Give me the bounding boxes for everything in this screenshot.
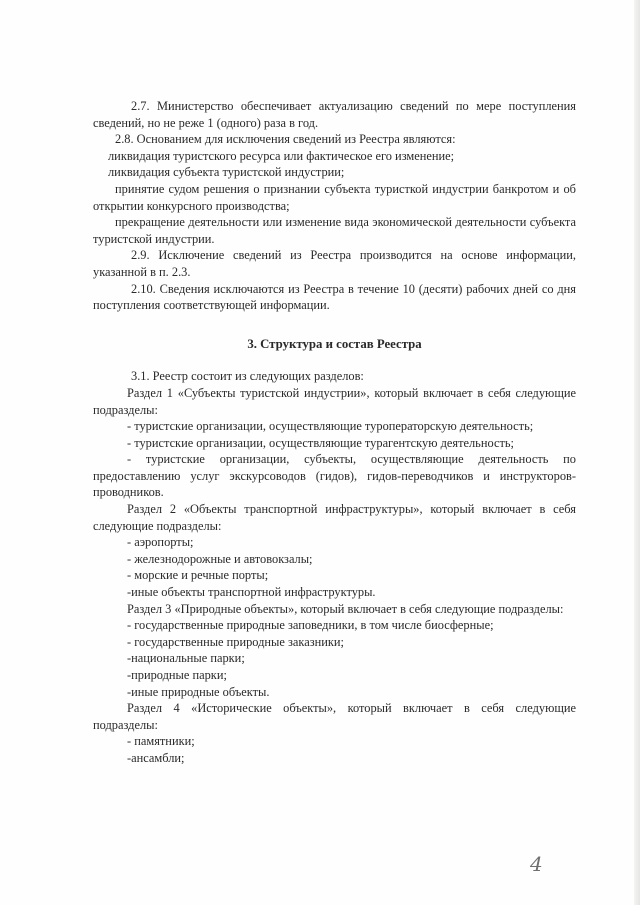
section-2-item-c: - морские и речные порты;: [127, 568, 269, 583]
section-3-item-d: -природные парки;: [127, 668, 227, 682]
section-2-item-a: - аэропорты;: [127, 535, 194, 550]
section-2-intro: Раздел 2 «Объекты транспортной инфраструктуры», который включает в себя следующие подразделы:: [93, 502, 576, 533]
section-1-item-a: - туристские организации, осуществляющие туроператорскую деятельность;: [127, 419, 534, 434]
section-1-intro: Раздел 1 «Субъекты туристской индустрии», который включает в себя следующие подразделы:: [93, 385, 576, 417]
paragraph-3-1: 3.1. Реестр состоит из следующих разделов:: [131, 369, 364, 384]
section-2-item-b: - железнодорожные и автовокзалы;: [127, 551, 313, 566]
section-1-item-b: - туристские организации, осуществляющие турагентскую деятельность;: [127, 435, 514, 450]
section-2-item-d: -иные объекты транспортной инфраструктуры.: [127, 585, 376, 600]
section-3-item-c: -национальные парки;: [127, 651, 245, 666]
section-1-item-c: - туристские организации, субъекты, осуществляющие деятельность по предоставлению услуг экскурсоводов (гидов), гидов-переводчиков и инструкторов-проводников.: [93, 452, 576, 500]
list-item-2-8-a: ликвидация туристского ресурса или фактическое его изменение;: [108, 148, 455, 163]
list-item-2-8-c: принятие судом решения о признании субъекта туристкой индустрии банкротом и об открытии конкурсного производства;: [93, 181, 576, 213]
list-item-2-8-b: ликвидация субъекта туристской индустрии;: [108, 165, 345, 180]
document-body: [93, 98, 576, 767]
list-item-2-8-d: прекращение деятельности или изменение вида экономической деятельности субъекта туристской индустрии.: [93, 215, 576, 246]
paragraph-2-7: 2.7. Министерство обеспечивает актуализацию сведений по мере поступления сведений, но не реже 1 (одного) раза в год.: [93, 99, 576, 130]
page-edge: [634, 0, 640, 905]
section-4-item-b: -ансамбли;: [127, 750, 185, 765]
paragraph-2-10: 2.10. Сведения исключаются из Реестра в течение 10 (десяти) рабочих дней со дня поступления соответствующей информации.: [93, 281, 576, 313]
section-3-heading: 3. Структура и состав Реестра: [247, 336, 422, 351]
paragraph-2-9: 2.9. Исключение сведений из Реестра производится на основе информации, указанной в п. 2.3.: [93, 248, 576, 279]
section-4-intro: Раздел 4 «Исторические объекты», который включает в себя следующие подразделы:: [93, 701, 576, 732]
section-3-item-e: -иные природные объекты.: [127, 684, 270, 699]
paragraph-2-8: 2.8. Основанием для исключения сведений из Реестра являются:: [115, 132, 456, 147]
section-4-item-a: - памятники;: [127, 734, 195, 749]
section-3-item-b: - государственные природные заказники;: [127, 634, 344, 649]
section-3-intro: Раздел 3 «Природные объекты», который включает в себя следующие подразделы:: [127, 601, 564, 616]
section-3-item-a: - государственные природные заповедники, в том числе биосферные;: [127, 618, 494, 633]
page-number: 4: [530, 852, 543, 876]
